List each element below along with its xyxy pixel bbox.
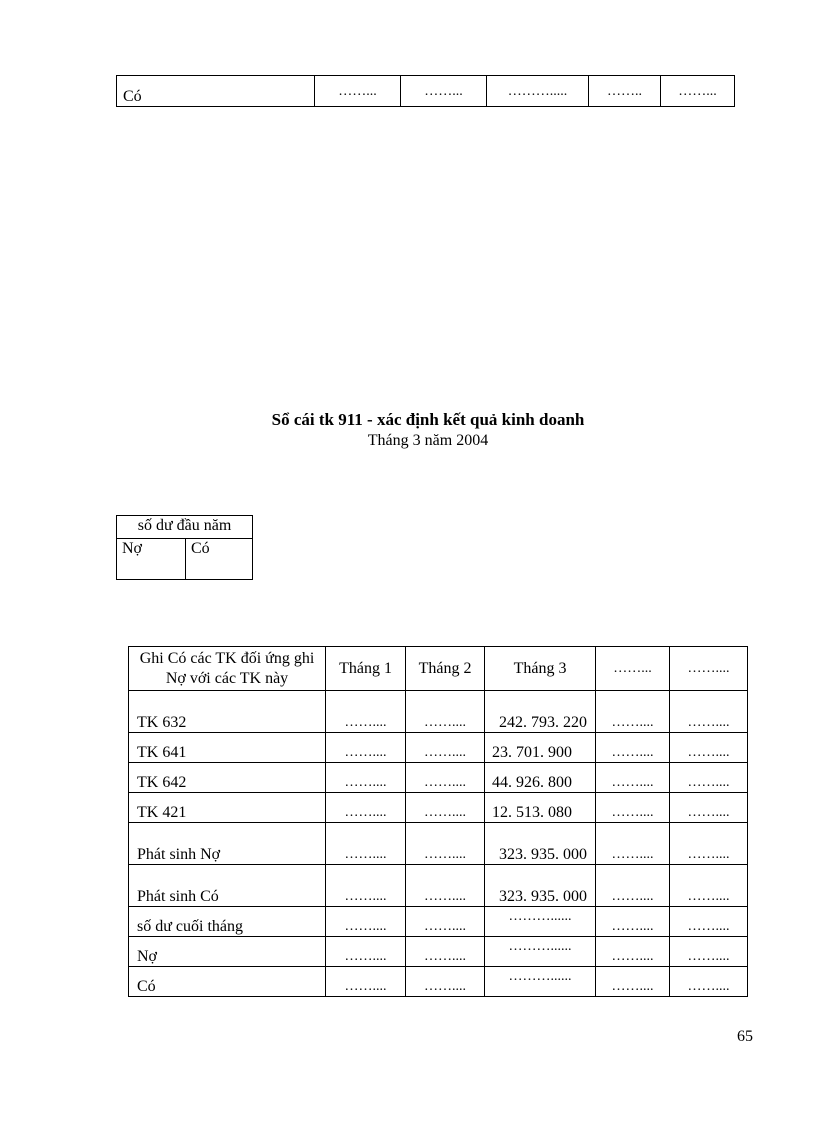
row-label: TK 641 <box>129 733 326 763</box>
row-label: Có <box>129 967 326 997</box>
table-cell: …….... <box>326 967 406 997</box>
table-cell: …….... <box>670 967 748 997</box>
ledger-table <box>128 646 748 997</box>
credit-label: Có <box>186 539 253 580</box>
table-row <box>117 516 253 539</box>
top-fragment-table <box>116 75 735 107</box>
table-cell: …….... <box>596 691 670 733</box>
table-cell: ………...... <box>485 907 596 937</box>
table-cell: …….... <box>670 691 748 733</box>
table-cell: …….... <box>326 907 406 937</box>
table-cell: ………...... <box>485 937 596 967</box>
table-cell: …….... <box>596 907 670 937</box>
table-header-row <box>129 647 748 691</box>
table-cell: ………..... <box>487 76 589 107</box>
table-cell-amount: 12. 513. 080 <box>485 793 596 823</box>
row-label: Phát sinh Có <box>129 865 326 907</box>
table-row <box>129 907 748 937</box>
table-row <box>129 937 748 967</box>
table-cell: …….... <box>326 937 406 967</box>
table-cell: …….... <box>406 823 485 865</box>
column-header-6: …….... <box>670 647 748 691</box>
table-cell: …….... <box>670 793 748 823</box>
table-cell: …….... <box>406 733 485 763</box>
row-label: Có <box>117 76 315 107</box>
page-number: 65 <box>737 1028 753 1045</box>
table-cell: …….... <box>596 937 670 967</box>
opening-balance-header: số dư đầu năm <box>117 516 253 539</box>
table-row <box>129 793 748 823</box>
table-cell: …….. <box>589 76 661 107</box>
table-cell-amount: 323. 935. 000 <box>485 823 596 865</box>
table-cell-amount: 23. 701. 900 <box>485 733 596 763</box>
table-cell: …….... <box>406 937 485 967</box>
table-cell: …….... <box>670 763 748 793</box>
table-cell: …….... <box>326 691 406 733</box>
table-cell: …….... <box>326 763 406 793</box>
table-row <box>117 76 735 107</box>
row-label: TK 632 <box>129 691 326 733</box>
table-cell: …….... <box>326 865 406 907</box>
table-cell: …….... <box>406 865 485 907</box>
table-row <box>129 967 748 997</box>
table-row <box>129 763 748 793</box>
table-cell: …….... <box>406 967 485 997</box>
table-row <box>117 539 253 580</box>
table-cell: …….... <box>326 793 406 823</box>
table-cell: …….... <box>670 865 748 907</box>
table-row <box>129 823 748 865</box>
row-label: số dư cuối tháng <box>129 907 326 937</box>
table-cell: ……... <box>401 76 487 107</box>
table-cell: …….... <box>670 733 748 763</box>
table-row <box>129 865 748 907</box>
table-row <box>129 733 748 763</box>
column-header-5: ……... <box>596 647 670 691</box>
table-cell: …….... <box>326 823 406 865</box>
table-cell: …….... <box>596 865 670 907</box>
table-cell: …….... <box>326 733 406 763</box>
column-header-month-1: Tháng 1 <box>326 647 406 691</box>
table-cell: …….... <box>406 691 485 733</box>
table-cell: …….... <box>596 823 670 865</box>
table-row <box>129 691 748 733</box>
column-header-month-3: Tháng 3 <box>485 647 596 691</box>
ledger-title: Sổ cái tk 911 - xác định kết quả kinh doanh <box>271 410 585 429</box>
column-header-accounts: Ghi Có các TK đối ứng ghi Nợ với các TK này <box>129 647 326 691</box>
table-cell: …….... <box>670 937 748 967</box>
table-cell: …….... <box>596 793 670 823</box>
table-cell: …….... <box>596 733 670 763</box>
table-cell: …….... <box>406 907 485 937</box>
table-cell: ……... <box>661 76 735 107</box>
table-cell: ……... <box>315 76 401 107</box>
table-cell: …….... <box>670 823 748 865</box>
table-cell: …….... <box>670 907 748 937</box>
row-label: Phát sinh Nợ <box>129 823 326 865</box>
table-cell-amount: 242. 793. 220 <box>485 691 596 733</box>
table-cell: …….... <box>406 793 485 823</box>
column-header-month-2: Tháng 2 <box>406 647 485 691</box>
table-cell: …….... <box>596 763 670 793</box>
row-label: TK 642 <box>129 763 326 793</box>
table-cell-amount: 323. 935. 000 <box>485 865 596 907</box>
row-label: TK 421 <box>129 793 326 823</box>
row-label: Nợ <box>129 937 326 967</box>
opening-balance-table <box>116 515 253 580</box>
table-cell: …….... <box>406 763 485 793</box>
ledger-subtitle: Tháng 3 năm 2004 <box>367 432 489 449</box>
table-cell: ………...... <box>485 967 596 997</box>
debit-label: Nợ <box>117 539 186 580</box>
table-cell-amount: 44. 926. 800 <box>485 763 596 793</box>
table-cell: …….... <box>596 967 670 997</box>
